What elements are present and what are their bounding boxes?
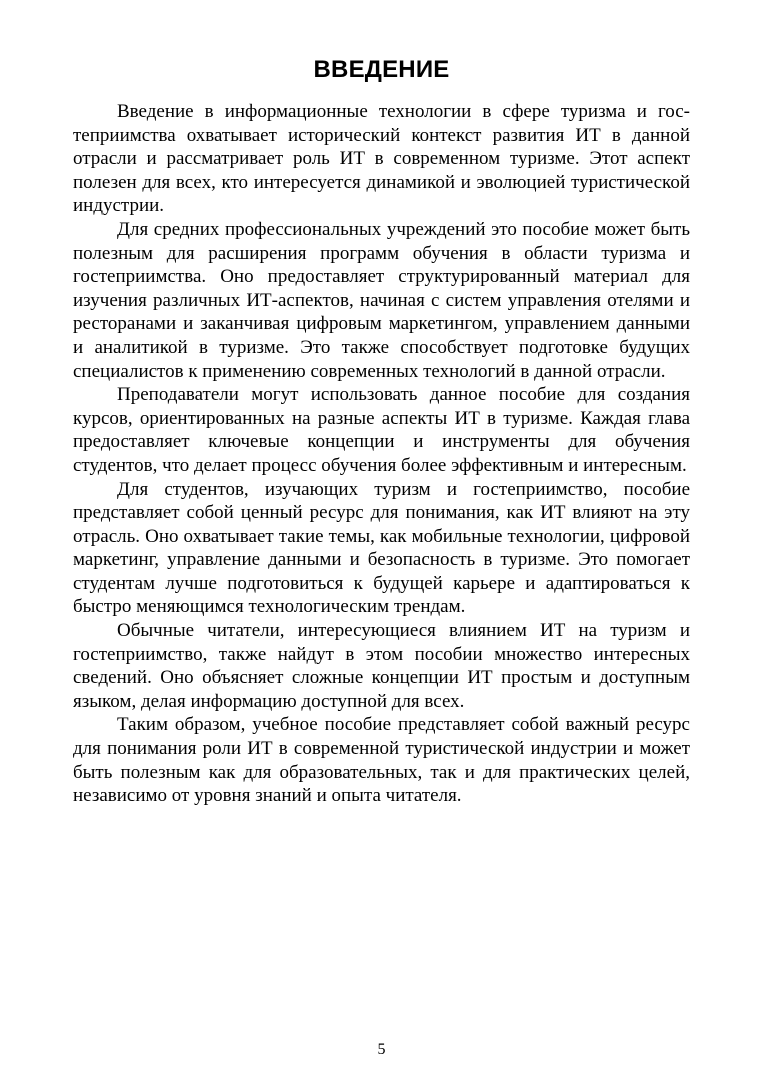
page-title: ВВЕДЕНИЕ (313, 56, 450, 83)
paragraph-1: Введение в информационные технологии в сфере туризма и гостеприимства охватывает исторический контекст развития ИТ в данной отрасли и рассматривает роль ИТ в современном туризме. Этот аспект полезен для всех, кто интересуется динамикой и эволюцией туристической индустрии. (73, 101, 690, 217)
paragraph-6: Таким образом, учебное пособие представляет собой важный ресурс для понимания роли ИТ в современной туристической индустрии и может быть полезным как для образовательных, так и для практических целей, независимо от уровня знаний и опыта читателя. (73, 714, 690, 807)
paragraph-3: Преподаватели могут использовать данное пособие для создания курсов, ориентированных на разные аспекты ИТ в туризме. Каждая глава предоставляет ключевые концепции и инструменты для обучения студентов, что делает процесс обучения более эффективным и интересным. (73, 384, 690, 476)
page-number: 5 (377, 1041, 386, 1058)
body-text (73, 100, 690, 808)
paragraph-4: Для студентов, изучающих туризм и гостеприимство, пособие представляет собой ценный ресурс для понимания, как ИТ влияют на эту отрасль. Оно охватывает такие темы, как мобильные технологии, цифровой маркетинг, управление данными и безопасность в туризме. Это помогает студентам лучше подготовиться к будущей карьере и адаптироваться к быстро меняющимся технологическим трендам. (73, 478, 690, 618)
paragraph-2: Для средних профессиональных учреждений это пособие может быть полезным для расширения программ обучения в области туризма и гостеприимства. Оно предоставляет структурированный материал для изучения различных ИТ-аспектов, начиная с систем управления отелями и ресторанами и заканчивая цифровым маркетингом, управлением данными и аналитикой в туризме. Это также способствует подготовке будущих специалистов к применению современных технологий в данной отрасли. (73, 218, 690, 382)
paragraph-5: Обычные читатели, интересующиеся влиянием ИТ на туризм и гостеприимство, также найдут в этом пособии множество интересных сведений. Оно объясняет сложные концепции ИТ простым и доступным языком, делая информацию доступной для всех. (73, 620, 690, 712)
